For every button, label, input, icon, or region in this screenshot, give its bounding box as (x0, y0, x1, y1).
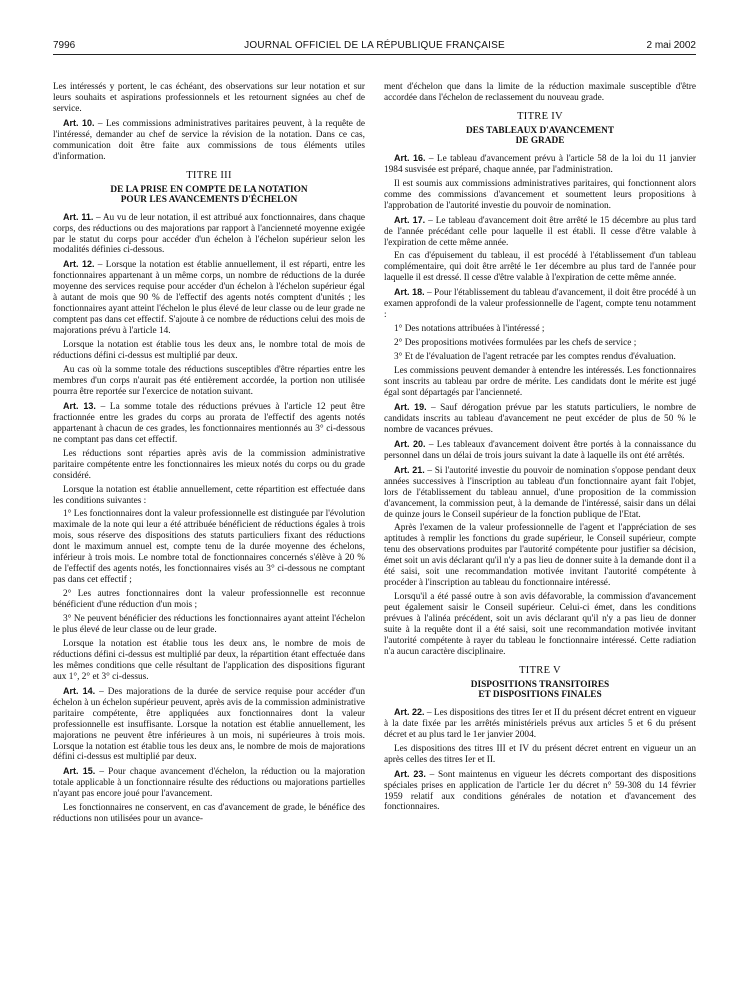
subtitle-line-1: DE LA PRISE EN COMPTE DE LA NOTATION (110, 184, 308, 195)
article-label: Art. 22. (394, 706, 425, 717)
paragraph: Lorsqu'il a été passé outre à son avis défavorable, la commission d'avancement peut également saisir le Conseil supérieur. Celui-ci émet, dans les conditions prévues à l'alinéa précédent, soit un avis déclarant qu'il n'y a pas lieu de donner suite à la requête dont il a été saisi, soit une recommandation motivée invitant l'autorité compétente à rayer du tableau le fonctionnaire intéressé. Cette radiation n'a aucun caractère disciplinaire. (384, 592, 696, 657)
article-text: – Sont maintenus en vigueur les décrets comportant des dispositions spéciales prises en application de l'article 1er du décret n° 59-308 du 14 février 1959 relatif aux conditions générales de notation et d'avancement des fonctionnaires. (384, 769, 696, 813)
section-subtitle (384, 680, 696, 701)
article-text: – Les dispositions des titres Ier et II du présent décret entrent en vigueur à la date fixée par les arrêtés ministériels prévus aux articles 5 et 6 du présent décret et au plus tard le 1er janvier 2004. (384, 707, 697, 740)
article-22 (384, 707, 696, 741)
article-23 (384, 769, 696, 814)
left-column (53, 82, 365, 828)
article-19 (384, 402, 696, 436)
article-text: – Le tableau d'avancement prévu à l'article 58 de la loi du 11 janvier 1984 susvisée est préparé, chaque année, par l'administration. (384, 153, 696, 175)
page-header (53, 38, 696, 55)
article-label: Art. 12. (63, 259, 95, 270)
section-title: TITRE V (519, 664, 561, 676)
article-text: – Pour chaque avancement d'échelon, la réduction ou la majoration totale applicable à un fonctionnaire résulte des réductions ou majorations partielles n'ayant pas encore joué pour l'avancement. (53, 767, 366, 800)
article-label: Art. 20. (394, 438, 426, 449)
subtitle-line-1: DISPOSITIONS TRANSITOIRES (470, 679, 610, 690)
article-text: – Si l'autorité investie du pouvoir de nomination s'oppose pendant deux années successives à l'inscription au tableau d'un fonctionnaire ayant fait l'objet, lors de l'établissement du tableau annuel, d'une proposition de la commission d'avancement, la commission peut, à la demande de l'intéressé, saisir dans un délai de quinze jours le Conseil supérieur de la fonction publique de l'Etat. (384, 465, 697, 520)
paragraph: Il est soumis aux commissions administratives paritaires, qui fonctionnent alors comme des commissions d'avancement et soumettent leurs propositions à l'approbation de l'autorité investie du pouvoir de nomination. (384, 178, 696, 211)
article-text: – Lorsque la notation est établie annuellement, il est réparti, entre les fonctionnaires appartenant à un même corps, un nombre de réductions de la durée moyenne des services requise pour accéder d'un échelon à l'échelon supérieur égal à autant de mois que 90 % de l'effectif des agents notés comptent d'unités ; les fonctionnaires ayant atteint l'échelon le plus élevé de leur classe ou de leur grade ne comptent pas dans cet effectif. S'ajoute à ce nombre de réductions celui des mois de majorations prévu à l'article 14. (53, 260, 365, 337)
article-label: Art. 21. (394, 464, 425, 475)
paragraph: 2° Des propositions motivées formulées par les chefs de service ; (394, 338, 637, 349)
article-text: – Les commissions administratives paritaires peuvent, à la requête de l'intéressé, demander au chef de service la révision de la notation. Dans ce cas, communication doit être faite aux commissions de tous éléments utiles d'information. (53, 118, 365, 162)
subtitle-line-2: ET DISPOSITIONS FINALES (478, 690, 602, 701)
article-text: – Des majorations de la durée de service requise pour accéder d'un échelon à un échelon supérieur peuvent, après avis de la commission administrative paritaire compétente, être appliquées aux fonctionnaires dont la valeur professionnelle est insuffisante. Lorsque la notation est établie annuellement, les majorations ne peuvent être inférieures à un mois, ni supérieures à trois mois. Lorsque la notation est établie tous les deux ans, le nombre de mois de majorations défini ci-dessus est multiplié par deux. (53, 686, 365, 763)
article-label: Art. 18. (394, 287, 425, 298)
section-subtitle (53, 185, 365, 206)
subtitle-line-2: DE GRADE (515, 136, 565, 147)
article-text: – La somme totale des réductions prévues à l'article 12 peut être fractionnée entre les grades du corps au prorata de l'effectif des agents notés appartenant à chacun de ces grades, les fonctionnaires mentionnés au 3° ci-dessous ne comptant pas dans cet effectif. (53, 401, 366, 445)
paragraph: Les commissions peuvent demander à entendre les intéressés. Les fonctionnaires sont inscrits au tableau par ordre de mérite. Les candidats dont le mérite est jugé égal sont départagés par l'ancienneté. (384, 366, 696, 398)
paragraph: 3° Et de l'évaluation de l'agent retracée par les comptes rendus d'évaluation. (394, 352, 676, 363)
article-label: Art. 23. (394, 768, 426, 779)
article-13 (53, 401, 365, 446)
subtitle-line-1: DES TABLEAUX D'AVANCEMENT (465, 125, 615, 136)
article-label: Art. 19. (394, 401, 427, 412)
article-text: – Sauf dérogation prévue par les statuts particuliers, le nombre de candidats inscrits au tableau d'avancement ne peut excéder de plus de 50 % le nombre de vacances prévues. (384, 402, 697, 435)
paragraph: Lorsque la notation est établie tous les deux ans, le nombre total de mois de réductions défini ci-dessus est multiplié par deux. (53, 340, 365, 362)
section-title: TITRE III (186, 169, 232, 181)
article-text: – Au vu de leur notation, il est attribué aux fonctionnaires, dans chaque corps, des réductions ou des majorations par rapport à l'ancienneté moyenne exigée par le statut du corps pour accéder d'un échelon à l'échelon supérieur selon les modalités définies ci-dessous. (53, 212, 365, 256)
article-15 (53, 766, 365, 800)
paragraph: Lorsque la notation est établie annuellement, cette répartition est effectuée dans les conditions suivantes : (53, 484, 365, 506)
article-label: Art. 10. (63, 117, 95, 128)
paragraph: Au cas où la somme totale des réductions susceptibles d'être réparties entre les membres d'un corps n'aurait pas été entièrement accordée, la portion non utilisée pourra être reportée sur l'exercice de notation suivant. (53, 365, 365, 397)
article-16 (384, 153, 696, 176)
paragraph: Les fonctionnaires ne conservent, en cas d'avancement de grade, le bénéfice des réductions non utilisées pour un avance- (53, 803, 365, 825)
paragraph: 2° Les autres fonctionnaires dont la valeur professionnelle est reconnue bénéficient d'une réduction d'un mois ; (53, 589, 365, 611)
article-label: Art. 16. (394, 152, 426, 163)
article-10 (53, 118, 365, 163)
article-11 (53, 212, 365, 257)
journal-title: JOURNAL OFFICIEL DE LA RÉPUBLIQUE FRANÇAISE (244, 40, 505, 51)
section-subtitle (384, 126, 696, 147)
article-label: Art. 15. (63, 766, 96, 777)
article-17 (384, 215, 696, 249)
section-title: TITRE IV (517, 110, 563, 122)
issue-date: 2 mai 2002 (646, 40, 696, 51)
paragraph: Lorsque la notation est établie tous les deux ans, le nombre de mois de réductions défini ci-dessus est multiplié par deux, la répartition étant effectuée dans les mêmes conditions que celle résultant de l'application des dispositions figurant aux 1°, 2° et 3° ci-dessus. (53, 638, 365, 682)
paragraph: 1° Les fonctionnaires dont la valeur professionnelle est distinguée par l'évolution maximale de la note qui leur a été attribuée bénéficient de réductions égales à trois mois, sous réserve des dispositions des statuts particuliers fixant des réductions dont le maximum annuel est, compte tenu de la durée moyenne des échelons, inférieur à trois mois. Le nombre total de fonctionnaires concernés s'élève à 20 % de l'effectif des agents notés, les fonctionnaires visés au 3° ci-dessous ne comptant pas dans cet effectif ; (53, 509, 365, 586)
article-label: Art. 17. (394, 214, 426, 225)
paragraph: Après l'examen de la valeur professionnelle de l'agent et l'appréciation de ses aptitudes à remplir les fonctions du grade supérieur, le Conseil supérieur, compte tenu des observations produites par l'autorité compétente pour justifier sa décision, émet soit un avis déclarant qu'il n'y a pas lieu de donner suite à la demande dont il a été saisi, soit une recommandation motivée invitant l'autorité compétente à procéder à l'inscription au tableau du fonctionnaire intéressé. (384, 523, 696, 589)
article-text: – Le tableau d'avancement doit être arrêté le 15 décembre au plus tard de l'année précédant celle pour laquelle il est établi. Il cesse d'être valable à l'expiration de cette même année. (384, 215, 697, 248)
article-label: Art. 11. (63, 211, 94, 222)
article-label: Art. 14. (63, 685, 96, 696)
paragraph: Les réductions sont réparties après avis de la commission administrative paritaire compétente entre les fonctionnaires les mieux notés du corps ou du grade considéré. (53, 448, 365, 481)
paragraph: ment d'échelon que dans la limite de la réduction maximale susceptible d'être accordée dans l'échelon de reclassement du nouveau grade. (384, 82, 696, 103)
article-14 (53, 686, 365, 764)
article-text: – Les tableaux d'avancement doivent être portés à la connaissance du personnel dans un délai de trois jours suivant la date à laquelle ils ont été arrêtés. (384, 439, 697, 461)
article-text: – Pour l'établissement du tableau d'avancement, il doit être procédé à un examen approfondi de la valeur professionnelle de l'agent, compte tenu notamment : (384, 288, 697, 321)
article-20 (384, 439, 696, 462)
article-21 (384, 465, 696, 521)
page-number: 7996 (53, 40, 76, 51)
paragraph: Les intéressés y portent, le cas échéant, des observations sur leur notation et sur leurs souhaits et aspirations professionnels et les retournent signées au chef de service. (53, 82, 365, 114)
paragraph: 3° Ne peuvent bénéficier des réductions les fonctionnaires ayant atteint l'échelon le plus élevé de leur classe ou de leur grade. (53, 614, 365, 635)
article-18 (384, 287, 696, 321)
paragraph: 1° Des notations attribuées à l'intéressé ; (394, 324, 545, 335)
article-label: Art. 13. (63, 400, 96, 411)
paragraph: En cas d'épuisement du tableau, il est procédé à l'établissement d'un tableau complémentaire, qui doit être arrêté le 1er décembre au plus tard de l'année pour laquelle il est dressé. Il cesse d'être valable à l'expiration de cette même année. (384, 251, 696, 284)
paragraph: Les dispositions des titres III et IV du présent décret entrent en vigueur un an après celles des titres Ier et II. (384, 743, 696, 765)
right-column (384, 82, 696, 816)
article-12 (53, 259, 365, 337)
subtitle-line-2: POUR LES AVANCEMENTS D'ÉCHELON (120, 195, 298, 206)
